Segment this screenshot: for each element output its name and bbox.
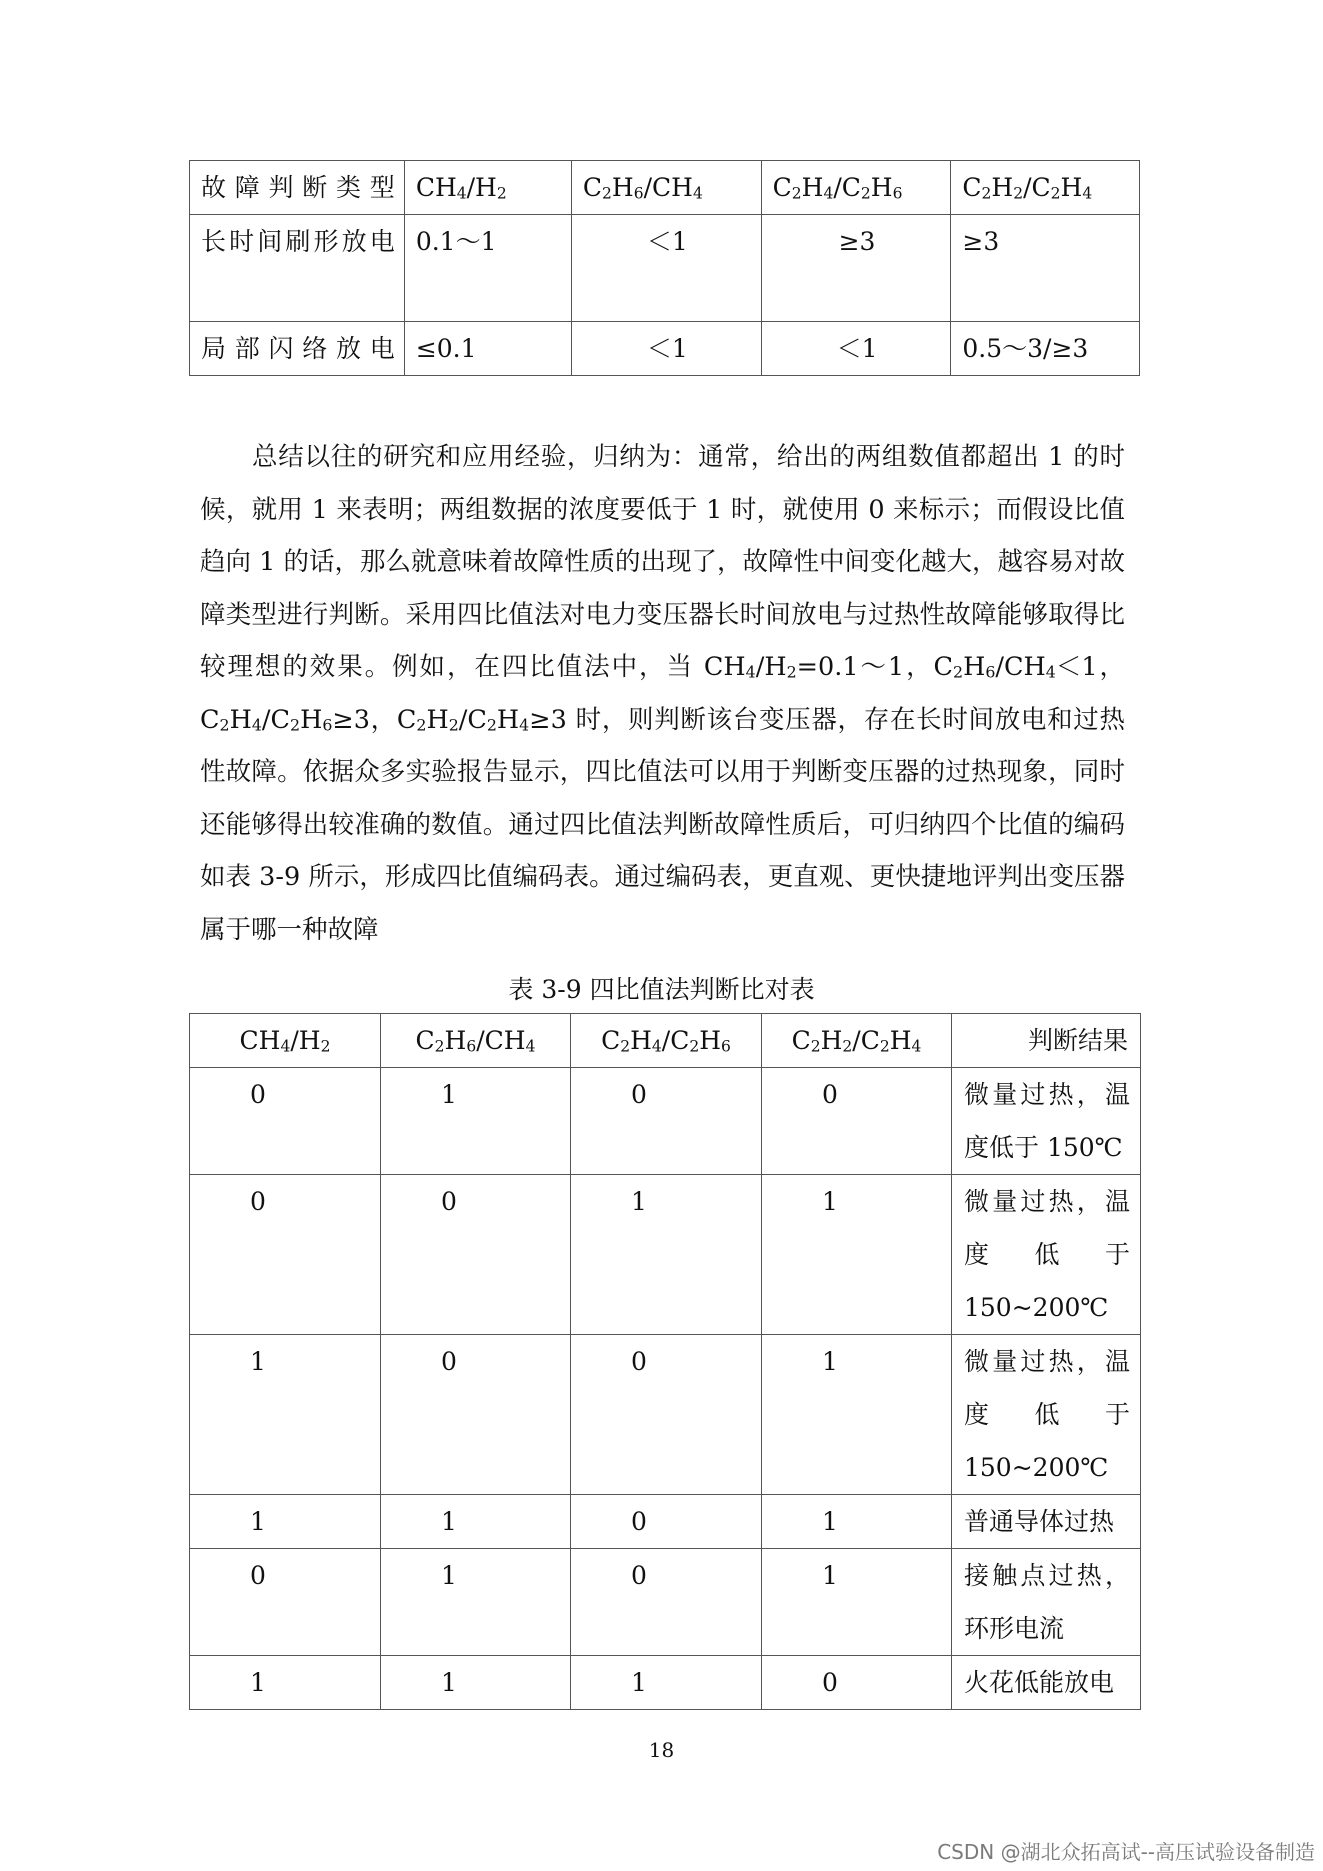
header-cell: $C_2H_6/CH_4$ — [381, 1014, 571, 1068]
table-header-row — [190, 1014, 1141, 1068]
table-cell: 1 — [190, 1335, 381, 1495]
table-cell: 1 — [762, 1495, 952, 1549]
table-cell: 1 — [381, 1549, 571, 1656]
table-cell: 0 — [571, 1068, 762, 1175]
table-cell: 1 — [381, 1068, 571, 1175]
table-cell: 1 — [571, 1175, 762, 1335]
table-cell: 0 — [762, 1656, 952, 1710]
table-cell: 0 — [571, 1495, 762, 1549]
table-cell: ≥3 — [951, 215, 1140, 322]
table-cell: ≥3 — [761, 215, 951, 322]
table-cell: 1 — [762, 1175, 952, 1335]
table-cell: 0 — [190, 1175, 381, 1335]
table-cell: 1 — [190, 1495, 381, 1549]
result-cell: 微量过热，温度低于 150℃ — [952, 1068, 1141, 1175]
table-cell: 1 — [381, 1656, 571, 1710]
body-paragraph: 总结以往的研究和应用经验，归纳为：通常，给出的两组数值都超出 1 的时候，就用 1 来表明；两组数据的浓度要低于 1 时，就使用 0 来标示；而假设比值趋向 1 的话，那么就意味着故障性质的出现了，故障性中间变化越大，越容易对故障类型进行判断。采用四比值法对电力变压器长时间放电与过热性故障能够取得比较理想的效果。例如，在四比值法中，当 $CH_4/H_2=0.1\sim 1$，$C_2H_6/CH_4<1$，$C_2H_4/C_2H_6\ge 3$，$C_2H_2/C_2H_4\ge 3$ 时，则判断该台变压器，存在长时间放电和过热性故障。依据众多实验报告显示，四比值法可以用于判断变压器的过热现象，同时还能够得出较准确的数值。通过四比值法判断故障性质后，可归纳四个比值的编码如表 3-9 所示，形成四比值编码表。通过编码表，更直观、更快捷地评判出变压器属于哪一种故障 — [200, 442, 1125, 945]
fault-type-cell: 局部闪络放电 — [190, 322, 405, 376]
table-cell: 1 — [381, 1495, 571, 1549]
table-row — [190, 1175, 1141, 1335]
table-cell: 0 — [381, 1175, 571, 1335]
header-cell: $C_2H_4/C_2H_6$ — [761, 161, 951, 215]
result-cell: 接触点过热，环形电流 — [952, 1549, 1141, 1656]
table-row — [190, 1656, 1141, 1710]
table-cell: 0 — [762, 1068, 952, 1175]
header-cell: $C_2H_2/C_2H_4$ — [762, 1014, 952, 1068]
table-cell: 0 — [571, 1549, 762, 1656]
result-cell: 普通导体过热 — [952, 1495, 1141, 1549]
header-cell: $CH_4/H_2$ — [404, 161, 571, 215]
table-row — [190, 215, 1140, 322]
header-cell: 判断结果 — [952, 1014, 1141, 1068]
table-cell: 0 — [190, 1068, 381, 1175]
table-cell: ≤0.1 — [404, 322, 571, 376]
fault-type-cell: 长时间刷形放电 — [190, 215, 405, 322]
table-cell: ＜1 — [571, 215, 761, 322]
header-cell: $C_2H_6/CH_4$ — [571, 161, 761, 215]
header-cell: $C_2H_4/C_2H_6$ — [571, 1014, 762, 1068]
table-cell: ＜1 — [571, 322, 761, 376]
table-cell: 1 — [571, 1656, 762, 1710]
four-ratio-comparison-table — [189, 1013, 1141, 1710]
table-cell: 0 — [190, 1549, 381, 1656]
table-cell: 0.5～3/≥3 — [951, 322, 1140, 376]
table-row — [190, 1549, 1141, 1656]
table-caption: 表 3-9 四比值法判断比对表 — [508, 975, 815, 1004]
watermark-text: CSDN @湖北众拓高试--高压试验设备制造 — [937, 1840, 1315, 1864]
table-row — [190, 322, 1140, 376]
table-row — [190, 1495, 1141, 1549]
result-cell: 火花低能放电 — [952, 1656, 1141, 1710]
table-cell: 1 — [190, 1656, 381, 1710]
table-row — [190, 1068, 1141, 1175]
gas-ratio-criteria-table — [189, 160, 1140, 376]
table-cell: 0 — [381, 1335, 571, 1495]
page-number: 18 — [648, 1738, 675, 1762]
header-cell: $C_2H_2/C_2H_4$ — [951, 161, 1140, 215]
table-cell: 0.1～1 — [404, 215, 571, 322]
table-header-row — [190, 161, 1140, 215]
table-cell: 1 — [762, 1335, 952, 1495]
table-row — [190, 1335, 1141, 1495]
result-cell: 微量过热，温度低于150~200℃ — [952, 1335, 1141, 1495]
table-cell: ＜1 — [761, 322, 951, 376]
table-cell: 1 — [762, 1549, 952, 1656]
table-cell: 0 — [571, 1335, 762, 1495]
result-cell: 微量过热，温度低于150~200℃ — [952, 1175, 1141, 1335]
header-cell: $CH_4/H_2$ — [190, 1014, 381, 1068]
header-cell: 故障判断类型 — [190, 161, 405, 215]
